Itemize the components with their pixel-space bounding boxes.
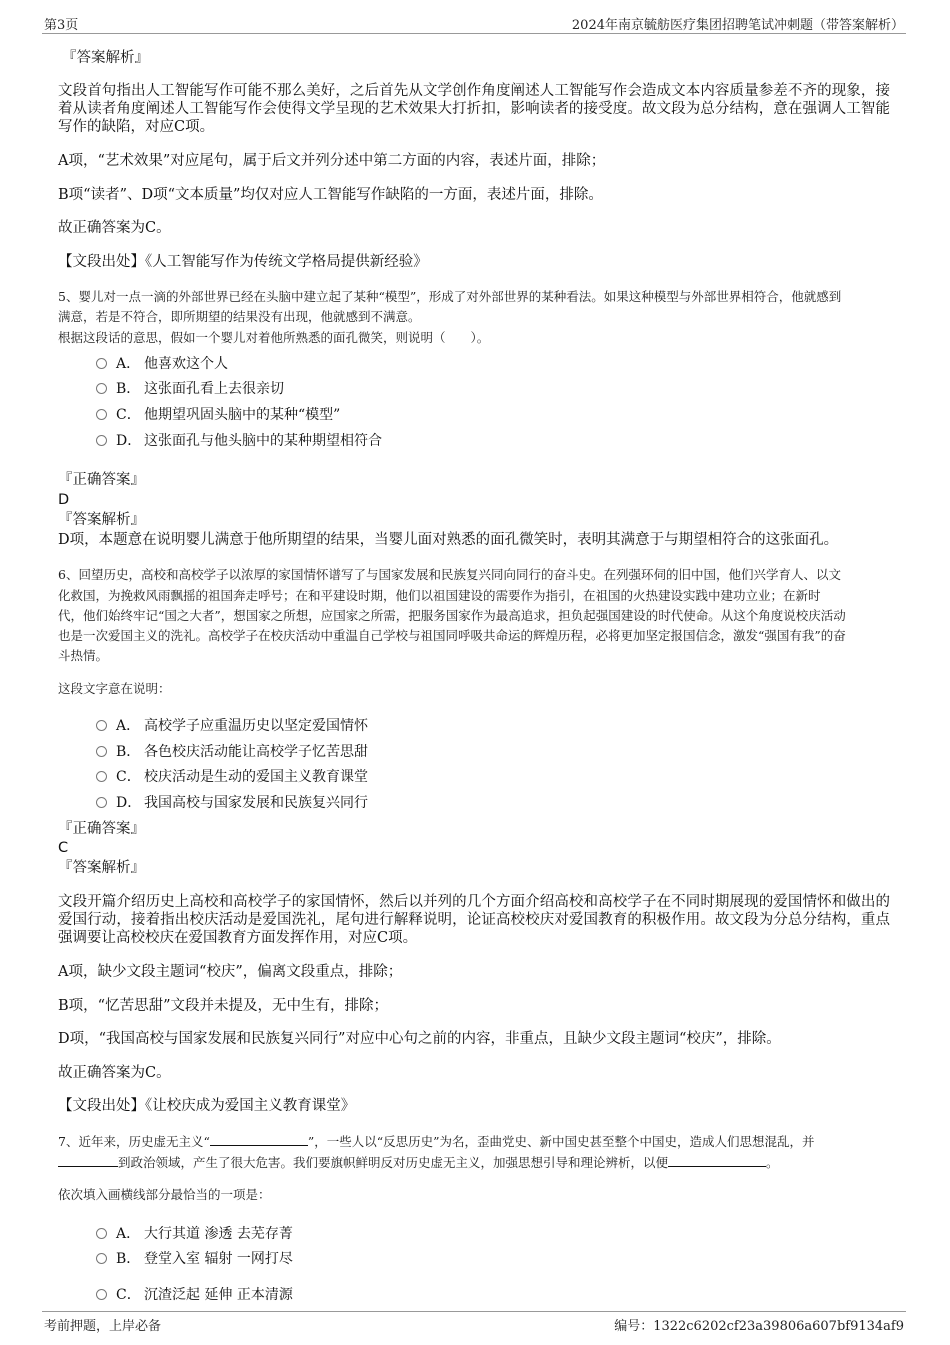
q6-analysis-paragraph: 文段开篇介绍历史上高校和高校学子的家国情怀，然后以并列的几个方面介绍高校和高校学子在不同时期展现的爱国情怀和做出的爱国行动，接着指出校庆活动是爱国洗礼，尾句进行解释说明，论证高校校庆对爱国教育的积极作用。故文段为分总分结构，重点强调要让高校校庆在爱国教育方面发挥作用，对应C项。	[58, 894, 890, 946]
q6-analysis-option-a: A项，缺少文段主题词“校庆”，偏离文段重点，排除；	[58, 964, 403, 980]
footer-divider	[42, 1311, 906, 1312]
q7-blank-3[interactable]	[668, 1154, 766, 1167]
q5-option-a[interactable]: A． 他喜欢这个人	[96, 353, 228, 373]
page-number: 第3页	[44, 18, 79, 33]
q6-option-a[interactable]: A． 高校学子应重温历史以坚定爱国情怀	[96, 715, 368, 735]
q5-option-c[interactable]: C． 他期望巩固头脑中的某种“模型”	[96, 404, 340, 424]
q6-analysis-option-b: B项，“忆苦思甜”文段并未提及，无中生有，排除；	[58, 998, 388, 1014]
q5-stem-line-1: 5、婴儿对一点一滴的外部世界已经在头脑中建立起了某种“模型”，形成了对外部世界的某种看法。如果这种模型与外部世界相符合，他就感到	[58, 289, 842, 304]
q5-analysis-label: 『答案解析』	[58, 512, 145, 528]
q6-source: 【文段出处】《让校庆成为爱国主义教育课堂》	[58, 1098, 356, 1114]
radio-button-icon[interactable]	[96, 383, 107, 394]
q4-analysis-label: 『答案解析』	[62, 50, 149, 66]
q7-option-c[interactable]: C． 沉渣泛起 延伸 正本清源	[96, 1284, 293, 1304]
radio-button-icon[interactable]	[96, 797, 107, 808]
radio-button-icon[interactable]	[96, 435, 107, 446]
q6-option-b[interactable]: B． 各色校庆活动能让高校学子忆苦思甜	[96, 741, 368, 761]
q6-analysis-option-d: D项，“我国高校与国家发展和民族复兴同行”对应中心句之前的内容，非重点，且缺少文段主题词“校庆”，排除。	[58, 1031, 781, 1047]
q6-answer-label: 『正确答案』	[58, 821, 145, 837]
document-id: 编号：1322c6202cf23a39806a607bf9134af9	[614, 1319, 904, 1334]
q4-analysis-paragraph: 文段首句指出人工智能写作可能不那么美好，之后首先从文学创作角度阐述人工智能写作会造成文本内容质量参差不齐的现象，接着从读者角度阐述人工智能写作会使得文学呈现的艺术效果大打折扣，影响读者的接受度。故文段为总分结构，意在强调人工智能写作的缺陷，对应C项。	[58, 83, 890, 135]
q7-stem-line-2: 到政治领域，产生了很大危害。我们要旗帜鲜明反对历史虚无主义，加强思想引导和理论辨析，以便 。	[58, 1153, 779, 1173]
q4-source: 【文段出处】《人工智能写作为传统文学格局提供新经验》	[58, 254, 428, 270]
q4-conclusion: 故正确答案为C。	[58, 220, 171, 236]
radio-button-icon[interactable]	[96, 1253, 107, 1264]
q6-option-d[interactable]: D． 我国高校与国家发展和民族复兴同行	[96, 792, 368, 812]
q7-stem-line-1: 7、近年来，历史虚无主义“ ”，一些人以“反思历史”为名，歪曲党史、新中国史甚至整个中国史，造成人们思想混乱，并	[58, 1134, 815, 1149]
q7-question: 依次填入画横线部分最恰当的一项是：	[58, 1187, 271, 1202]
q6-conclusion: 故正确答案为C。	[58, 1065, 171, 1081]
q5-option-d[interactable]: D． 这张面孔与他头脑中的某种期望相符合	[96, 430, 382, 450]
radio-button-icon[interactable]	[96, 1289, 107, 1300]
radio-button-icon[interactable]	[96, 409, 107, 420]
q6-answer: C	[58, 840, 69, 856]
q5-analysis: D项，本题意在说明婴儿满意于他所期望的结果，当婴儿面对熟悉的面孔微笑时，表明其满意于与期望相符合的这张面孔。	[58, 532, 839, 548]
radio-button-icon[interactable]	[96, 720, 107, 731]
radio-button-icon[interactable]	[96, 358, 107, 369]
q5-stem-line-3: 根据这段话的意思，假如一个婴儿对着他所熟悉的面孔微笑，则说明（ ）。	[58, 330, 490, 345]
q6-stem-line-3: 代，他们始终牢记“国之大者”，想国家之所想，应国家之所需，把服务国家作为最高追求，担负起强国建设的时代使命。从这个角度说校庆活动	[58, 608, 846, 623]
q7-blank-2[interactable]	[58, 1154, 118, 1167]
document-title: 2024年南京毓舫医疗集团招聘笔试冲刺题（带答案解析）	[571, 18, 904, 33]
q6-question: 这段文字意在说明：	[58, 681, 171, 696]
header-divider	[42, 33, 906, 34]
q5-answer: D	[58, 492, 70, 508]
q6-option-c[interactable]: C． 校庆活动是生动的爱国主义教育课堂	[96, 766, 368, 786]
q5-option-b[interactable]: B． 这张面孔看上去很亲切	[96, 378, 284, 398]
radio-button-icon[interactable]	[96, 1228, 107, 1239]
footer-slogan: 考前押题，上岸必备	[44, 1319, 162, 1334]
q6-analysis-label: 『答案解析』	[58, 860, 145, 876]
q7-option-b[interactable]: B． 登堂入室 辐射 一网打尽	[96, 1248, 293, 1268]
q6-stem-line-5: 斗热情。	[58, 648, 109, 663]
q6-stem-line-4: 也是一次爱国主义的洗礼。高校学子在校庆活动中重温自己学校与祖国同呼吸共命运的辉煌历程，必将更加坚定报国信念，激发“强国有我”的奋	[58, 628, 846, 643]
radio-button-icon[interactable]	[96, 771, 107, 782]
q5-answer-label: 『正确答案』	[58, 472, 145, 488]
q4-analysis-option-a: A项，“艺术效果”对应尾句，属于后文并列分述中第二方面的内容，表述片面，排除；	[58, 153, 606, 169]
q6-stem-line-2: 化救国，为挽救风雨飘摇的祖国奔走呼号；在和平建设时期，他们以祖国建设的需要作为指引，在祖国的火热建设实践中建功立业；在新时	[58, 588, 821, 603]
q7-option-a[interactable]: A． 大行其道 渗透 去芜存菁	[96, 1223, 293, 1243]
q6-stem-line-1: 6、回望历史，高校和高校学子以浓厚的家国情怀谱写了与国家发展和民族复兴同向同行的奋斗史。在列强环伺的旧中国，他们兴学育人、以文	[58, 567, 841, 582]
q5-stem-line-2: 满意，若是不符合，即所期望的结果没有出现，他就感到不满意。	[58, 309, 421, 324]
q7-blank-1[interactable]	[210, 1133, 308, 1146]
radio-button-icon[interactable]	[96, 746, 107, 757]
q4-analysis-options-bd: B项“读者”、D项“文本质量”均仅对应人工智能写作缺陷的一方面，表述片面，排除。	[58, 187, 603, 203]
